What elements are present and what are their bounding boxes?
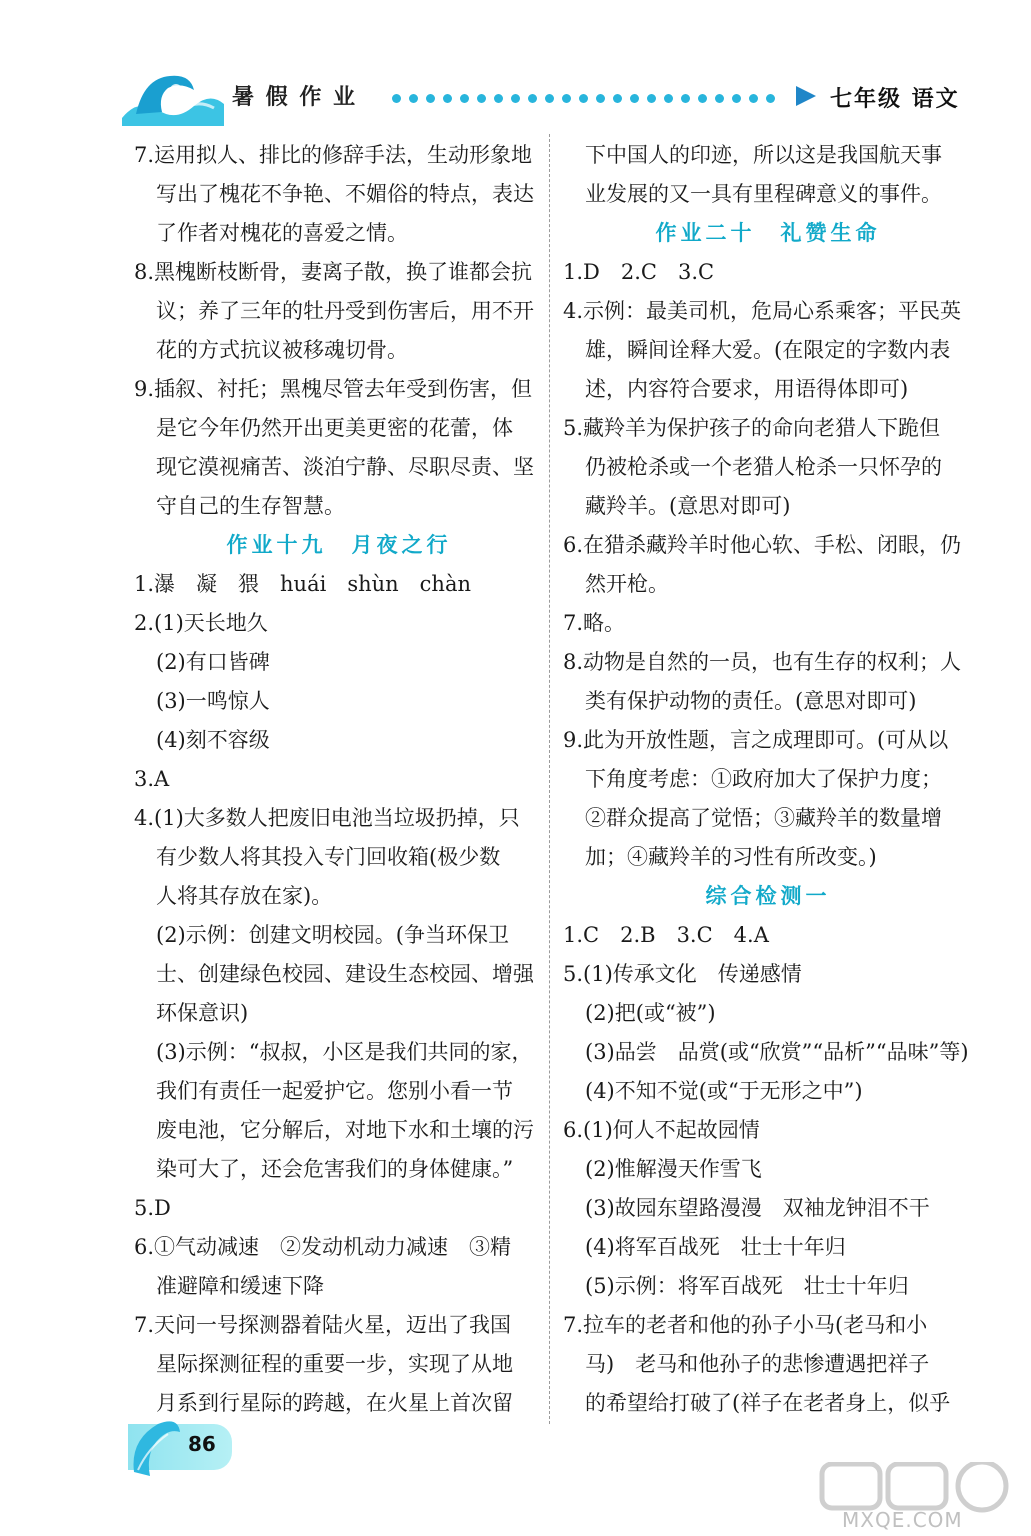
page-number: 86 (188, 1432, 216, 1456)
answer-line: 5.(1)传承文化 传递感情 (563, 962, 802, 986)
answer-line: 星际探测征程的重要一步，实现了从地 (156, 1352, 513, 1376)
answer-line: 4.(1)大多数人把废旧电池当垃圾扔掉，只 (134, 806, 520, 830)
answer-line: 我们有责任一起爱护它。您别小看一节 (156, 1079, 513, 1103)
answer-line: 9.插叙、衬托；黑槐尽管去年受到伤害，但 (134, 377, 533, 401)
answer-line: 2.(1)天长地久 (134, 611, 268, 635)
answer-line: (5)示例：将军百战死 壮士十年归 (585, 1274, 909, 1298)
answer-line: 写出了槐花不争艳、不媚俗的特点，表达 (156, 182, 534, 206)
answer-line: 5.D (134, 1196, 171, 1220)
answer-line: 有少数人将其投入专门回收箱(极少数 (156, 845, 501, 869)
answer-line: (4)刻不容级 (156, 728, 270, 752)
answer-line: 了作者对槐花的喜爱之情。 (156, 221, 408, 245)
answer-line: 下中国人的印迹，所以这是我国航天事 (585, 143, 942, 167)
answer-line: (2)有口皆碑 (156, 650, 270, 674)
answer-line: 1.瀑 凝 猥 huái shùn chàn (134, 572, 472, 596)
answer-line: 是它今年仍然开出更美更密的花蕾，体 (156, 416, 513, 440)
answer-line: 现它漠视痛苦、淡泊宁静、尽职尽责、坚 (156, 455, 534, 479)
answer-line: (3)品尝 品赏(或“欣赏”“品析”“品味”等) (585, 1040, 969, 1064)
answer-line: 藏羚羊。(意思对即可) (585, 494, 791, 518)
answer-line: ②群众提高了觉悟；③藏羚羊的数量增 (585, 806, 942, 830)
answer-line: 6.(1)何人不起故园情 (563, 1118, 760, 1142)
section-heading: 作业十九 月夜之行 (226, 533, 452, 557)
answer-line: 下角度考虑：①政府加大了保护力度； (585, 767, 942, 791)
wave-logo-icon (118, 68, 228, 126)
grade-subject-label: 七年级 语文 (830, 86, 960, 112)
answer-line: 7.运用拟人、排比的修辞手法，生动形象地 (134, 143, 533, 167)
answer-line: 8.黑槐断枝断骨，妻离子散，换了谁都会抗 (134, 260, 533, 284)
answer-line: 4.示例：最美司机，危局心系乘客；平民英 (563, 299, 962, 323)
answer-line: 的希望给打破了(祥子在老者身上，似乎 (585, 1391, 951, 1415)
watermark-text: MXQE.COM (842, 1508, 963, 1532)
answer-line: 月系到行星际的跨越，在火星上首次留 (156, 1391, 513, 1415)
answer-line: (4)不知不觉(或“于无形之中”) (585, 1079, 863, 1103)
answer-line: 染可大了，还会危害我们的身体健康。” (156, 1157, 514, 1181)
page-header (0, 60, 1031, 130)
answer-line: 1.D 2.C 3.C (563, 260, 715, 284)
answer-line: (3)一鸣惊人 (156, 689, 270, 713)
answer-line: (2)示例：创建文明校园。(争当环保卫 (156, 923, 509, 947)
answer-line: 花的方式抗议被移魂切骨。 (156, 338, 408, 362)
header-title: 暑 假 作 业 (232, 84, 357, 110)
answer-line: 5.藏羚羊为保护孩子的命向老猎人下跪但 (563, 416, 941, 440)
answer-line: 6.在猎杀藏羚羊时他心软、手松、闭眼，仍 (563, 533, 962, 557)
column-divider (549, 134, 550, 1424)
answer-line: 类有保护动物的责任。(意思对即可) (585, 689, 917, 713)
answer-line: 马) 老马和他孙子的悲惨遭遇把祥子 (585, 1352, 930, 1376)
header-dot-row (392, 94, 775, 103)
leaf-decoration-icon (128, 1418, 182, 1478)
answer-line: 7.天问一号探测器着陆火星，迈出了我国 (134, 1313, 512, 1337)
answer-line: 人将其存放在家)。 (156, 884, 333, 908)
answer-line: 8.动物是自然的一员，也有生存的权利；人 (563, 650, 962, 674)
answer-line: 9.此为开放性题，言之成理即可。(可从以 (563, 728, 949, 752)
answer-line: (3)故园东望路漫漫 双袖龙钟泪不干 (585, 1196, 930, 1220)
answer-line: (4)将军百战死 壮士十年归 (585, 1235, 846, 1259)
right-column (563, 136, 973, 1423)
answer-line: 然开枪。 (585, 572, 669, 596)
answer-line: 环保意识) (156, 1001, 249, 1025)
answer-line: 7.拉车的老者和他的孙子小马(老马和小 (563, 1313, 928, 1337)
answer-line: 士、创建绿色校园、建设生态校园、增强 (156, 962, 534, 986)
answer-line: 守自己的生存智慧。 (156, 494, 345, 518)
answer-line: 准避障和缓速下降 (156, 1274, 324, 1298)
answer-line: 1.C 2.B 3.C 4.A (563, 923, 769, 947)
answer-line: (2)把(或“被”) (585, 1001, 716, 1025)
answer-line: 议；养了三年的牡丹受到伤害后，用不开 (156, 299, 534, 323)
answer-line: 3.A (134, 767, 170, 791)
answer-line: 加；④藏羚羊的习性有所改变。) (585, 845, 877, 869)
answer-line: 7.略。 (563, 611, 626, 635)
section-heading: 综合检测一 (705, 884, 831, 908)
answer-line: (3)示例：“叔叔，小区是我们共同的家， (156, 1040, 533, 1064)
section-heading: 作业二十 礼赞生命 (655, 221, 881, 245)
answer-line: 6.①气动减速 ②发动机动力减速 ③精 (134, 1235, 512, 1259)
answer-line: 废电池，它分解后，对地下水和土壤的污 (156, 1118, 534, 1142)
arrow-right-icon (796, 86, 816, 106)
answer-line: 业发展的又一具有里程碑意义的事件。 (585, 182, 942, 206)
answer-line: (2)惟解漫天作雪飞 (585, 1157, 762, 1181)
answer-line: 述，内容符合要求，用语得体即可) (585, 377, 909, 401)
answer-line: 仍被枪杀或一个老猎人枪杀一只怀孕的 (585, 455, 942, 479)
left-column (134, 136, 544, 1423)
answer-line: 雄，瞬间诠释大爱。(在限定的字数内表 (585, 338, 951, 362)
